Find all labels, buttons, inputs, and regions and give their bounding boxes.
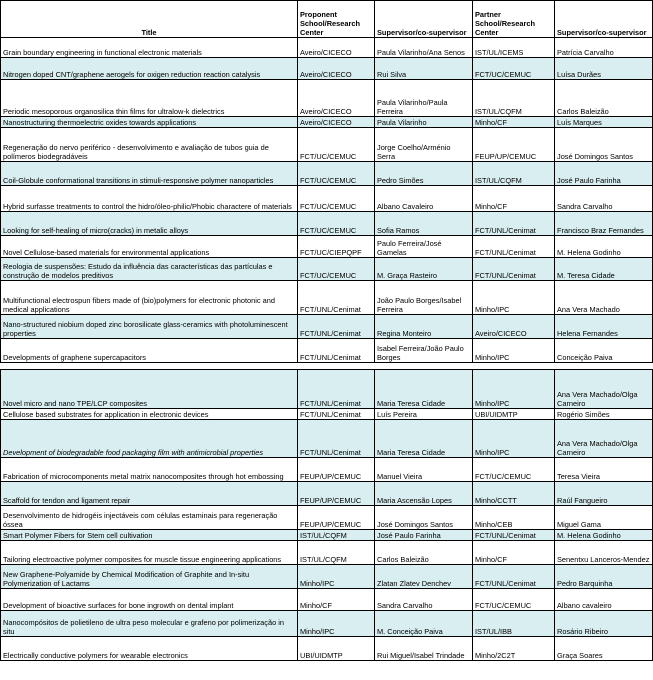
cell-title: Developments of graphene supercapacitors	[1, 339, 298, 363]
table-row	[1, 315, 653, 339]
cell-supervisor: Sofia Ramos	[375, 212, 473, 236]
cell-title: Scaffold for tendon and ligament repair	[1, 482, 298, 506]
table-row	[1, 186, 653, 212]
cell-proponent: Aveiro/CICECO	[298, 38, 375, 58]
cell-proponent: FCT/UNL/Cenimat	[298, 315, 375, 339]
cell-supervisor: José Domingos Santos	[375, 506, 473, 530]
table-row	[1, 58, 653, 80]
cell-title: Desenvolvimento de hidrogéis injectáveis com células estaminais para regeneração óssea	[1, 506, 298, 530]
cell-partner-supervisor: Luís Marques	[555, 117, 653, 128]
table-row	[1, 565, 653, 589]
cell-proponent: FEUP/UP/CEMUC	[298, 458, 375, 482]
table-row	[1, 339, 653, 363]
cell-supervisor: Pedro Simões	[375, 162, 473, 186]
cell-partner-supervisor: M. Helena Godinho	[555, 530, 653, 541]
table-row	[1, 530, 653, 541]
cell-partner: Minho/CEB	[473, 506, 555, 530]
cell-title: New Graphene-Polyamide by Chemical Modification of Graphite and In-situ Polymerization of Lactams	[1, 565, 298, 589]
cell-partner: Aveiro/CICECO	[473, 315, 555, 339]
cell-proponent: Aveiro/CICECO	[298, 117, 375, 128]
cell-partner: FCT/UNL/Cenimat	[473, 565, 555, 589]
cell-proponent: FCT/UC/CEMUC	[298, 128, 375, 162]
cell-partner-supervisor: Ana Vera Machado/Olga Carneiro	[555, 420, 653, 458]
cell-partner: Minho/CF	[473, 186, 555, 212]
cell-partner-supervisor: Miguel Gama	[555, 506, 653, 530]
cell-proponent: FCT/UC/CEMUC	[298, 212, 375, 236]
cell-partner: Minho/IPC	[473, 339, 555, 363]
cell-proponent: Minho/CF	[298, 589, 375, 611]
cell-title: Coil-Globule conformational transitions in stimuli-responsive polymer nanoparticles	[1, 162, 298, 186]
cell-title: Periodic mesoporous organosilica thin films for ultralow-k dielectrics	[1, 80, 298, 117]
cell-proponent: FCT/UC/CEMUC	[298, 258, 375, 281]
cell-partner: FCT/UC/CEMUC	[473, 458, 555, 482]
table-row	[1, 128, 653, 162]
cell-partner-supervisor: Ana Vera Machado/Olga Carneiro	[555, 370, 653, 409]
cell-title: Nano-structured niobium doped zinc borosilicate glass-ceramics with photoluminescent properties	[1, 315, 298, 339]
cell-partner: Minho/IPC	[473, 281, 555, 315]
cell-title: Smart Polymer Fibers for Stem cell cultivation	[1, 530, 298, 541]
cell-proponent: FCT/UNL/Cenimat	[298, 409, 375, 420]
cell-title: Development of biodegradable food packaging film with antimicrobial properties	[1, 420, 298, 458]
table-row	[1, 589, 653, 611]
cell-title: Nanostructuring thermoelectric oxides towards applications	[1, 117, 298, 128]
cell-partner-supervisor: Patrícia Carvalho	[555, 38, 653, 58]
cell-supervisor: Zlatan Zlatev Denchev	[375, 565, 473, 589]
table-row	[1, 258, 653, 281]
cell-partner: IST/UL/ICEMS	[473, 38, 555, 58]
cell-partner-supervisor: Carlos Baleizão	[555, 80, 653, 117]
spacer-cell	[1, 363, 653, 370]
cell-partner-supervisor: Francisco Braz Fernandes	[555, 212, 653, 236]
cell-partner: Minho/CF	[473, 541, 555, 565]
header-row	[1, 1, 653, 38]
cell-proponent: IST/UL/CQFM	[298, 541, 375, 565]
header-proponent: Proponent School/Research Center	[298, 1, 375, 38]
cell-partner-supervisor: José Paulo Farinha	[555, 162, 653, 186]
cell-supervisor: Jorge Coelho/Arménio Serra	[375, 128, 473, 162]
cell-proponent: FCT/UNL/Cenimat	[298, 339, 375, 363]
cell-supervisor: Rui Miguel/Isabel Trindade	[375, 637, 473, 661]
cell-partner: IST/UL/CQFM	[473, 162, 555, 186]
cell-title: Nanocompósitos de polietileno de ultra peso molecular e grafeno por polimerização in situ	[1, 611, 298, 637]
cell-supervisor: Sandra Carvalho	[375, 589, 473, 611]
cell-partner-supervisor: Conceição Paiva	[555, 339, 653, 363]
cell-proponent: IST/UL/CQFM	[298, 530, 375, 541]
table-row	[1, 117, 653, 128]
table-row	[1, 506, 653, 530]
cell-supervisor: Albano Cavaleiro	[375, 186, 473, 212]
cell-partner-supervisor: Rogério Simões	[555, 409, 653, 420]
cell-proponent: Aveiro/CICECO	[298, 80, 375, 117]
cell-proponent: UBI/UIDMTP	[298, 637, 375, 661]
table-row	[1, 80, 653, 117]
cell-partner: IST/UL/CQFM	[473, 80, 555, 117]
cell-title: Novel Cellulose-based materials for environmental applications	[1, 236, 298, 258]
header-partner-supervisor: Supervisor/co-supervisor	[555, 1, 653, 38]
cell-partner: FCT/UC/CEMUC	[473, 58, 555, 80]
cell-proponent: Minho/IPC	[298, 611, 375, 637]
cell-proponent: FCT/UC/CEMUC	[298, 186, 375, 212]
cell-supervisor: Carlos Baleizão	[375, 541, 473, 565]
cell-partner-supervisor: Ana Vera Machado	[555, 281, 653, 315]
table-row	[1, 458, 653, 482]
cell-proponent: FCT/UNL/Cenimat	[298, 281, 375, 315]
cell-proponent: FEUP/UP/CEMUC	[298, 506, 375, 530]
table-row	[1, 162, 653, 186]
cell-supervisor: João Paulo Borges/Isabel Ferreira	[375, 281, 473, 315]
cell-title: Electrically conductive polymers for wearable electronics	[1, 637, 298, 661]
cell-supervisor: Maria Teresa Cidade	[375, 370, 473, 409]
cell-partner-supervisor: Teresa Vieira	[555, 458, 653, 482]
cell-partner-supervisor: José Domingos Santos	[555, 128, 653, 162]
cell-partner: IST/UL/IBB	[473, 611, 555, 637]
cell-supervisor: M. Graça Rasteiro	[375, 258, 473, 281]
cell-title: Hybrid surfasse treatments to control the hidro/óleo-philic/Phobic charactere of materials	[1, 186, 298, 212]
cell-supervisor: Paula Vilarinho	[375, 117, 473, 128]
cell-partner-supervisor: M. Teresa Cidade	[555, 258, 653, 281]
cell-partner: UBI/UIDMTP	[473, 409, 555, 420]
cell-proponent: Minho/IPC	[298, 565, 375, 589]
cell-partner: Minho/CCTT	[473, 482, 555, 506]
table-row	[1, 637, 653, 661]
cell-title: Nitrogen doped CNT/graphene aerogels for oxigen reduction reaction catalysis	[1, 58, 298, 80]
cell-title: Novel micro and nano TPE/LCP composites	[1, 370, 298, 409]
table-row	[1, 420, 653, 458]
cell-partner-supervisor: Luísa Durães	[555, 58, 653, 80]
cell-title: Development of bioactive surfaces for bone ingrowth on dental implant	[1, 589, 298, 611]
cell-supervisor: Paulo Ferreira/José Gamelas	[375, 236, 473, 258]
cell-partner-supervisor: M. Helena Godinho	[555, 236, 653, 258]
cell-title: Reologia de suspensões: Estudo da influência das características das partículas e construção de modelos preditivos	[1, 258, 298, 281]
cell-proponent: FCT/UC/CIEPQPF	[298, 236, 375, 258]
cell-supervisor: Rui Silva	[375, 58, 473, 80]
cell-partner: FCT/UNL/Cenimat	[473, 212, 555, 236]
table-row	[1, 281, 653, 315]
table-row	[1, 482, 653, 506]
cell-partner: FCT/UNL/Cenimat	[473, 258, 555, 281]
cell-title: Looking for self-healing of micro(cracks) in metalic alloys	[1, 212, 298, 236]
cell-supervisor: Luís Pereira	[375, 409, 473, 420]
cell-supervisor: José Paulo Farinha	[375, 530, 473, 541]
cell-title: Cellulose based substrates for application in electronic devices	[1, 409, 298, 420]
cell-supervisor: Isabel Ferreira/João Paulo Borges	[375, 339, 473, 363]
cell-title: Grain boundary engineering in functional electronic materials	[1, 38, 298, 58]
cell-title: Tailoring electroactive polymer composites for muscle tissue engineering applications	[1, 541, 298, 565]
cell-partner: FCT/UNL/Cenimat	[473, 530, 555, 541]
header-supervisor: Supervisor/co-supervisor	[375, 1, 473, 38]
cell-partner-supervisor: Sandra Carvalho	[555, 186, 653, 212]
table-row	[1, 611, 653, 637]
cell-partner: Minho/IPC	[473, 420, 555, 458]
cell-partner-supervisor: Graça Soares	[555, 637, 653, 661]
cell-supervisor: Paula Vilarinho/Paula Ferreira	[375, 80, 473, 117]
cell-partner: FCT/UNL/Cenimat	[473, 236, 555, 258]
table-row	[1, 236, 653, 258]
cell-supervisor: Maria Ascensão Lopes	[375, 482, 473, 506]
cell-proponent: FCT/UNL/Cenimat	[298, 370, 375, 409]
cell-proponent: FCT/UNL/Cenimat	[298, 420, 375, 458]
header-partner: Partner School/Research Center	[473, 1, 555, 38]
cell-proponent: Aveiro/CICECO	[298, 58, 375, 80]
cell-supervisor: Regina Monteiro	[375, 315, 473, 339]
cell-supervisor: M. Conceição Paiva	[375, 611, 473, 637]
cell-title: Multifunctional electrospun fibers made of (bio)polymers for electronic photonic and medical applications	[1, 281, 298, 315]
header-title: Title	[1, 1, 298, 38]
table-row	[1, 409, 653, 420]
cell-title: Fabrication of microcomponents metal matrix nanocomposites through hot embossing	[1, 458, 298, 482]
cell-partner: FCT/UC/CEMUC	[473, 589, 555, 611]
cell-partner: FEUP/UP/CEMUC	[473, 128, 555, 162]
table-row	[1, 38, 653, 58]
cell-partner-supervisor: Rosário Ribeiro	[555, 611, 653, 637]
cell-supervisor: Paula Vilarinho/Ana Senos	[375, 38, 473, 58]
cell-partner: Minho/2C2T	[473, 637, 555, 661]
cell-proponent: FCT/UC/CEMUC	[298, 162, 375, 186]
cell-partner-supervisor: Pedro Barquinha	[555, 565, 653, 589]
cell-supervisor: Maria Teresa Cidade	[375, 420, 473, 458]
cell-proponent: FEUP/UP/CEMUC	[298, 482, 375, 506]
table-row	[1, 370, 653, 409]
table-body	[1, 38, 653, 661]
cell-partner-supervisor: Albano cavaleiro	[555, 589, 653, 611]
cell-partner-supervisor: Raúl Fangueiro	[555, 482, 653, 506]
table-row	[1, 212, 653, 236]
table-row	[1, 541, 653, 565]
cell-partner: Minho/IPC	[473, 370, 555, 409]
cell-partner-supervisor: Helena Fernandes	[555, 315, 653, 339]
cell-partner-supervisor: Senentxu Lanceros-Mendez	[555, 541, 653, 565]
cell-partner: Minho/CF	[473, 117, 555, 128]
cell-title: Regeneração do nervo periférico - desenvolvimento e avaliação de tubos guia de polímeros biodegradáveis	[1, 128, 298, 162]
spacer-row	[1, 363, 653, 370]
cell-supervisor: Manuel Vieira	[375, 458, 473, 482]
